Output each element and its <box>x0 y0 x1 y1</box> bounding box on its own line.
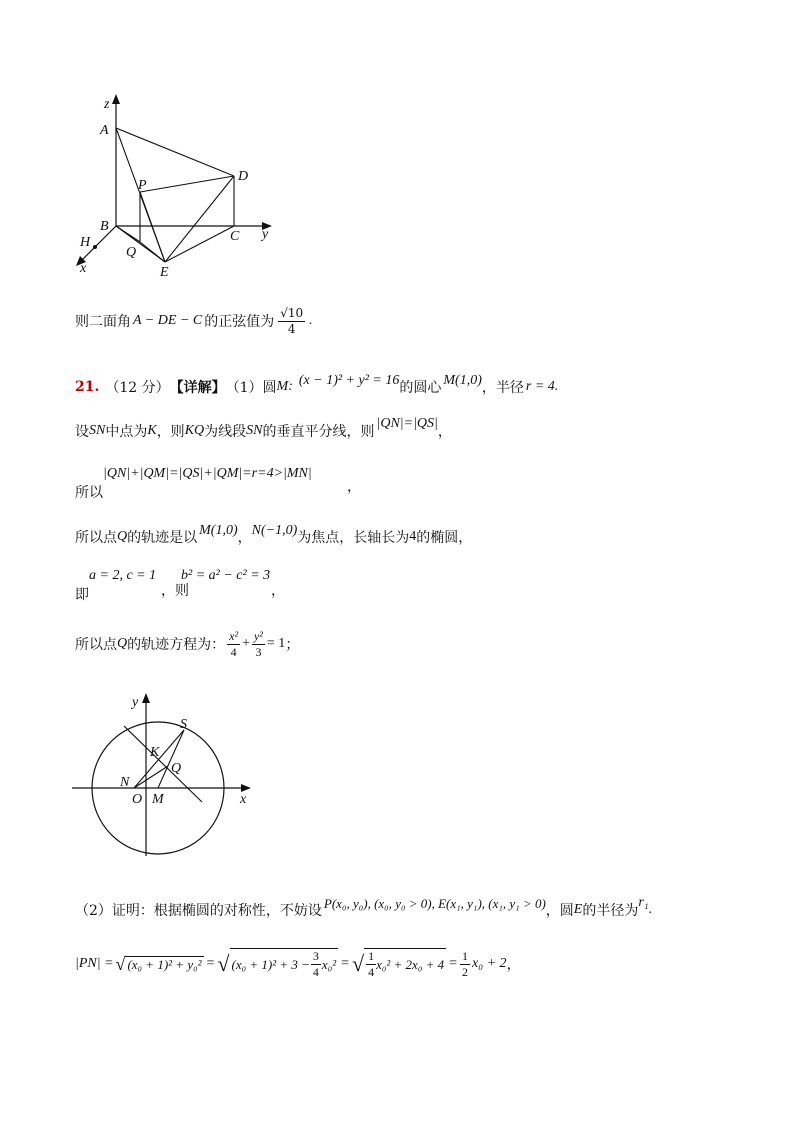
fraction <box>366 949 376 980</box>
label-z: z <box>104 97 110 112</box>
detail-tag: 【详解】 <box>169 380 226 396</box>
text: （2）证明：根据椭圆的对称性，不妨设 <box>75 903 322 919</box>
math: N(−1,0) <box>251 523 298 538</box>
text: 的垂直平分线，则 <box>262 424 375 440</box>
fraction-den: 4 <box>230 644 237 659</box>
figure-3d-solid <box>70 90 290 280</box>
text: 为线段 <box>204 424 247 440</box>
label-D: D <box>238 169 249 184</box>
label-S: S <box>180 717 187 732</box>
fraction-den: 2 <box>462 964 469 979</box>
math: M(1,0) <box>199 523 238 538</box>
math-sqrt-body: (x₀ + 1)² + y₀² <box>127 956 202 972</box>
fraction-den: 4 <box>312 965 319 979</box>
text: 的椭圆， <box>416 530 473 546</box>
math-sqrt-body <box>230 948 339 980</box>
text: （1）圆 <box>225 380 277 396</box>
math-assumption: P(x₀, y₀), (x₀, y₀ > 0), E(x₁, y₁), (x₁, y₁ > 0) <box>323 896 546 911</box>
fraction-num: √10 <box>280 305 304 320</box>
line-midpoint <box>75 418 452 444</box>
label-M: M <box>152 792 164 807</box>
text: 的轨迹方程为： <box>127 637 226 653</box>
label-P: P <box>138 178 147 193</box>
label-H: H <box>80 235 91 250</box>
text: 的半径为 <box>582 903 639 919</box>
label-C: C <box>230 229 240 244</box>
fraction-num: 1 <box>462 948 469 963</box>
text: ， <box>437 424 452 440</box>
problem-21-header <box>75 375 558 399</box>
line-ellipse-equation <box>75 622 299 666</box>
sqrt-sign: √ <box>115 953 126 974</box>
label-B: B <box>100 219 109 234</box>
fraction-num: 1 <box>368 949 375 963</box>
text: ； <box>285 637 300 653</box>
problem-number: 21. <box>75 379 100 395</box>
text: ， <box>271 583 285 599</box>
figure-circle <box>68 688 258 858</box>
fraction-den: 4 <box>287 321 296 336</box>
math: x₀ + 2 <box>472 956 507 971</box>
math: M: <box>276 379 293 394</box>
math: a = 2, c = 1 <box>89 568 157 583</box>
label-Q: Q <box>171 761 182 776</box>
text: ， <box>237 530 252 546</box>
text: ，圆 <box>545 903 574 919</box>
label-y: y <box>262 227 269 242</box>
fraction-num: y² <box>253 628 263 643</box>
fraction <box>460 949 470 980</box>
math: b² = a² − c² = 3 <box>181 568 271 583</box>
text: 设 <box>75 424 89 440</box>
score: （12 分） <box>105 380 170 396</box>
math: |QN|=|QS| <box>376 416 438 431</box>
fraction-num: x² <box>229 628 239 643</box>
result-dihedral-angle <box>75 300 313 342</box>
label-x: x <box>80 261 87 276</box>
fraction <box>227 629 240 660</box>
text: 即 <box>75 587 89 603</box>
text: ，半径 <box>481 380 524 396</box>
label-N: N <box>120 775 130 790</box>
text: ，则 <box>156 424 185 440</box>
text: . <box>648 902 653 917</box>
line-locus <box>75 524 472 550</box>
label-K: K <box>150 745 160 760</box>
math: = <box>341 956 350 971</box>
math: SN <box>89 423 106 438</box>
math: = <box>206 956 215 971</box>
math: = <box>449 956 458 971</box>
text: ， <box>506 957 521 973</box>
math-angle: A − DE − C <box>133 313 203 328</box>
math: |PN| = <box>75 956 114 971</box>
text: 则二面角 <box>75 314 131 330</box>
math: x₀² <box>321 956 337 972</box>
math: KQ <box>184 423 205 438</box>
fraction <box>278 306 305 337</box>
math: x₀² + 2x₀ + 4 <box>376 956 445 972</box>
line-pn-distance <box>75 944 521 984</box>
math-sum-equation: |QN|+|QM|=|QS|+|QM|=r=4>|MN| <box>103 466 312 481</box>
label-E: E <box>160 265 169 280</box>
label-y: y <box>132 695 139 710</box>
fraction <box>311 949 321 980</box>
fraction <box>252 629 265 660</box>
text: 的圆心 <box>399 380 442 396</box>
text: 为焦点，长轴长为 <box>297 530 410 546</box>
text: 所以 <box>75 485 103 501</box>
fraction-den: 3 <box>255 644 262 659</box>
math: K <box>147 423 157 438</box>
text: 中点为 <box>105 424 148 440</box>
fraction-den: 4 <box>368 965 375 979</box>
math: M(1,0) <box>443 373 482 388</box>
math-sqrt-body <box>364 948 446 980</box>
label-x: x <box>240 792 247 807</box>
math: r₁ <box>638 895 649 910</box>
label-Q: Q <box>126 245 137 260</box>
math: SN <box>246 423 263 438</box>
text: 的轨迹是以 <box>127 530 198 546</box>
text: ，则 <box>161 583 189 599</box>
text: . <box>309 313 313 328</box>
label-A: A <box>100 123 109 138</box>
text: ， <box>347 479 361 495</box>
label-O: O <box>132 792 143 807</box>
math: E <box>573 902 583 917</box>
text: 的正弦值为 <box>204 314 275 330</box>
math-circle-equation: (x − 1)² + y² = 16 <box>298 373 400 388</box>
math: (x₀ + 1)² + 3 − <box>231 956 310 972</box>
math: Q <box>117 636 128 651</box>
math: Q <box>117 529 128 544</box>
text: . <box>554 379 559 394</box>
math: + <box>242 636 250 651</box>
math: = 1 <box>266 636 286 651</box>
part2-assumption <box>75 896 652 924</box>
math: r = 4 <box>525 379 555 394</box>
text: 所以点 <box>75 637 117 653</box>
text: 所以点 <box>75 530 117 546</box>
math: 4 <box>409 529 417 544</box>
sqrt-sign: √ <box>352 951 365 976</box>
sqrt-sign: √ <box>217 951 230 976</box>
fraction-num: 3 <box>312 949 319 963</box>
